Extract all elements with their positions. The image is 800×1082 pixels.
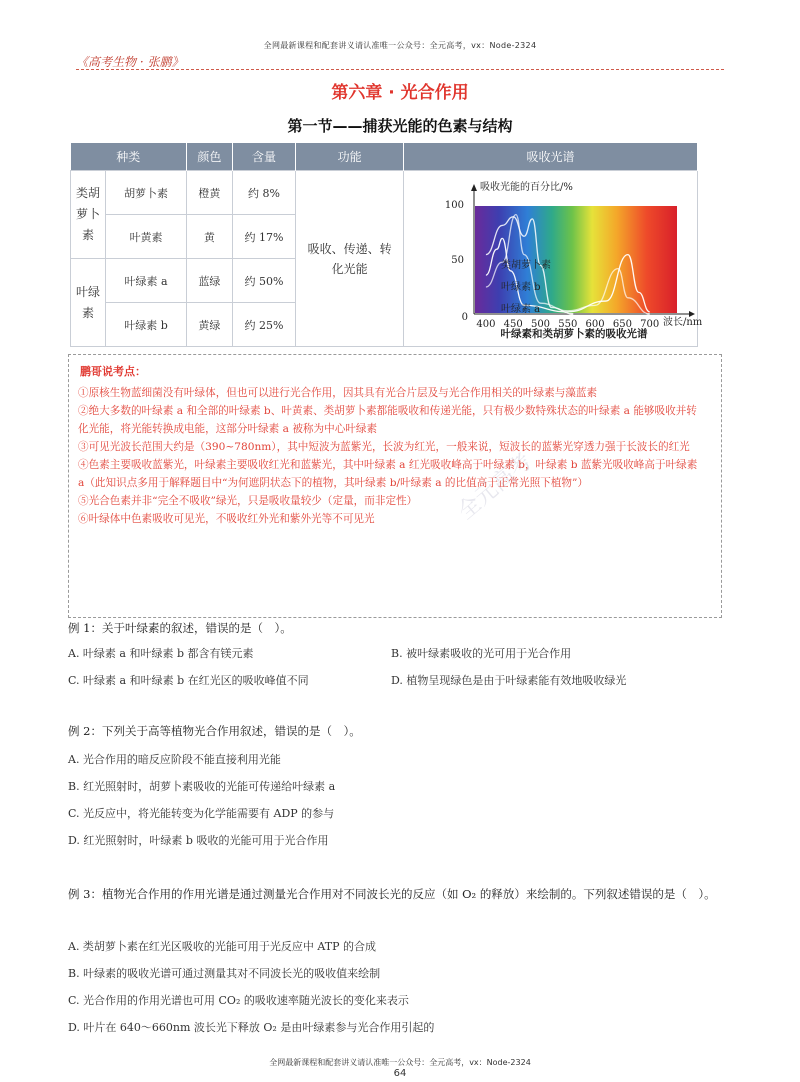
- x-tick-label: 600: [586, 319, 606, 330]
- pigment-color: 黄: [187, 215, 233, 259]
- pigment-content: 约 50%: [232, 259, 296, 303]
- tips-title: 鹏哥说考点：: [80, 365, 146, 378]
- q3-option-a: A. 类胡萝卜素在红光区吸收的光能可用于光反应中 ATP 的合成: [68, 940, 377, 953]
- y-tick-label: 100: [445, 200, 465, 211]
- q1-option-d: D. 植物呈现绿色是由于叶绿素能有效地吸收绿光: [391, 674, 627, 687]
- x-tick-label: 500: [531, 319, 551, 330]
- x-axis-label: 波长/nm: [663, 317, 703, 328]
- question-3-stem: 例 3：植物光合作用的作用光谱是通过测量光合作用对不同波长光的反应（如 O₂ 的释放）来绘制的。下列叙述错误的是（ ）。: [68, 887, 716, 901]
- pigment-color: 黄绿: [187, 303, 233, 347]
- pigment-name: 叶绿素 a: [106, 259, 187, 303]
- header-kind: 种类: [71, 143, 187, 171]
- pigment-color: 蓝绿: [187, 259, 233, 303]
- q3-option-c: C. 光合作用的作用光谱也可用 CO₂ 的吸收速率随光波长的变化来表示: [68, 994, 409, 1007]
- group-carotenoid: 类胡萝卜素: [71, 171, 106, 259]
- x-tick-label: 700: [640, 319, 660, 330]
- top-note: 全网最新课程和配套讲义请认准唯一公众号：全元高考，vx：Node-2324: [263, 41, 537, 50]
- q2-option-c: C. 光反应中，将光能转变为化学能需要有 ADP 的参与: [68, 807, 335, 820]
- pigment-content: 约 8%: [232, 171, 296, 215]
- tip-item: ③可见光波长范围大约是（390~780nm），其中短波为蓝紫光，长波为红光，一般来说，短波长的蓝紫光穿透力强于长波长的红光: [78, 441, 690, 453]
- q1-option-a: A. 叶绿素 a 和叶绿素 b 都含有镁元素: [68, 647, 254, 660]
- pigment-function: 吸收、传递、转化光能: [296, 171, 404, 347]
- watermark: 全元高考: [453, 449, 538, 525]
- group-chlorophyll: 叶绿素: [71, 259, 106, 347]
- header-color: 颜色: [187, 143, 233, 171]
- y-tick-label: 50: [451, 255, 465, 266]
- y-axis-arrow: [471, 184, 477, 191]
- question-2-stem: 例 2：下列关于高等植物光合作用叙述，错误的是（ ）。: [68, 724, 361, 738]
- chart-title: 叶绿素和类胡萝卜素的吸收光谱: [500, 328, 648, 340]
- pigment-table: [70, 143, 703, 347]
- q3-option-d: D. 叶片在 640～660nm 波长光下释放 O₂ 是由叶绿素参与光合作用引起的: [68, 1021, 435, 1034]
- x-tick-label: 650: [613, 319, 633, 330]
- header-spectrum: 吸收光谱: [403, 143, 697, 171]
- pigment-content: 约 25%: [232, 303, 296, 347]
- x-tick-label: 450: [504, 319, 524, 330]
- header-content: 含量: [232, 143, 296, 171]
- tip-item: ①原核生物蓝细菌没有叶绿体，但也可以进行光合作用，因其具有光合片层及与光合作用相关的叶绿素与藻蓝素: [78, 387, 598, 399]
- legend-carotenoid: 类胡萝卜素: [501, 260, 552, 271]
- header-divider: [76, 69, 724, 70]
- section-title: 第一节——捕获光能的色素与结构: [287, 117, 513, 135]
- q1-option-b: B. 被叶绿素吸收的光可用于光合作用: [391, 647, 572, 660]
- q1-option-c: C. 叶绿素 a 和叶绿素 b 在红光区的吸收峰值不同: [68, 674, 309, 687]
- legend-chlorophyll-b: 叶绿素 b: [501, 282, 542, 293]
- y-tick-label: 0: [462, 312, 469, 323]
- q3-option-b: B. 叶绿素的吸收光谱可通过测量其对不同波长光的吸收值来绘制: [68, 967, 381, 980]
- q2-option-d: D. 红光照射时，叶绿素 b 吸收的光能可用于光合作用: [68, 834, 329, 847]
- y-axis-label: 吸收光能的百分比/%: [480, 182, 574, 193]
- tips-list: [78, 384, 706, 528]
- pigment-name: 叶黄素: [106, 215, 187, 259]
- pigment-content: 约 17%: [232, 215, 296, 259]
- question-1-stem: 例 1：关于叶绿素的叙述，错误的是（ ）。: [68, 621, 292, 635]
- x-tick-label: 550: [558, 319, 578, 330]
- legend-chlorophyll-a: 叶绿素 a: [501, 304, 541, 315]
- x-tick-label: 400: [476, 319, 496, 330]
- absorption-spectrum-chart: [404, 174, 703, 340]
- tip-item: ④色素主要吸收蓝紫光，叶绿素主要吸收红光和蓝紫光，其中叶绿素 a 红光吸收峰高于叶绿素 b，叶绿素 b 蓝紫光吸收峰高于叶绿素 a（此知识点多用于解释题目中“为何遮阴状态下的植物，其叶绿素 b/叶绿素 a 的比值高于正常光照下植物”）: [78, 459, 698, 489]
- q2-option-b: B. 红光照射时，胡萝卜素吸收的光能可传递给叶绿素 a: [68, 780, 336, 793]
- page-number: 64: [393, 1068, 407, 1079]
- chapter-title: 第六章 · 光合作用: [331, 83, 469, 103]
- pigment-name: 胡萝卜素: [106, 171, 187, 215]
- q2-option-a: A. 光合作用的暗反应阶段不能直接利用光能: [68, 753, 281, 766]
- pigment-name: 叶绿素 b: [106, 303, 187, 347]
- brand-label: 《高考生物 · 张鹏》: [76, 55, 184, 69]
- spectrum-cell: [403, 171, 703, 347]
- bottom-note: 全网最新课程和配套讲义请认准唯一公众号：全元高考，vx：Node-2324: [269, 1058, 531, 1067]
- tip-item: ②绝大多数的叶绿素 a 和全部的叶绿素 b、叶黄素、类胡萝卜素都能吸收和传递光能，只有极少数特殊状态的叶绿素 a 能够吸收并转化光能，将光能转换成电能，这部分叶绿素 a 被称为中心叶绿素: [78, 405, 697, 435]
- tip-item: ⑤光合色素并非“完全不吸收”绿光，只是吸收量较少（定量，而非定性）: [78, 495, 418, 507]
- header-function: 功能: [296, 143, 404, 171]
- tip-item: ⑥叶绿体中色素吸收可见光，不吸收红外光和紫外光等不可见光: [78, 513, 375, 525]
- pigment-color: 橙黄: [187, 171, 233, 215]
